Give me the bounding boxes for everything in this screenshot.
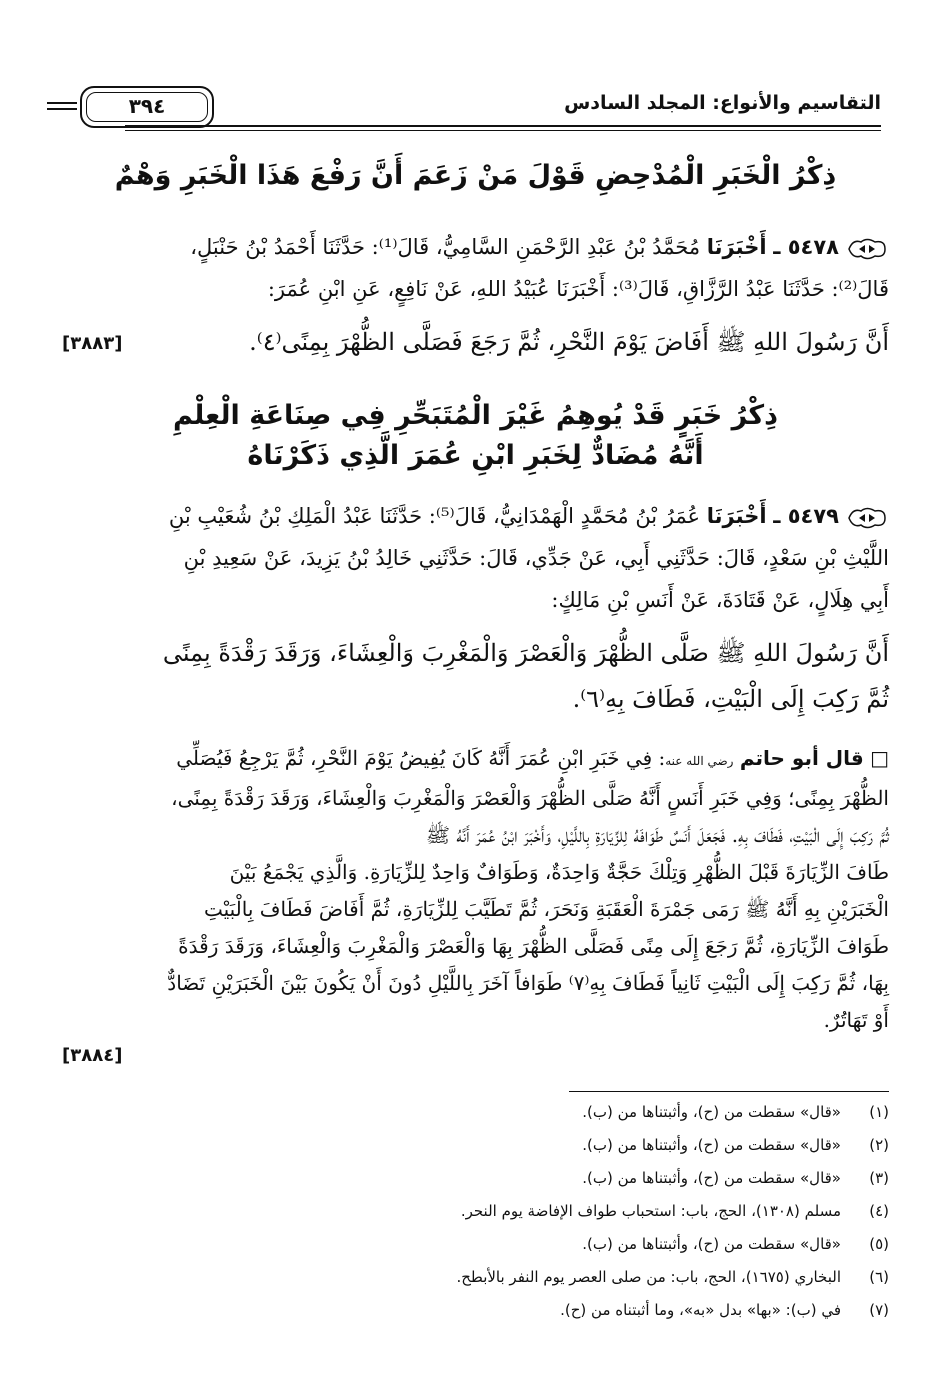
header-dash xyxy=(47,108,77,110)
section-heading: ذِكْرُ خَبَرٍ قَدْ يُوهِمُ غَيْرَ الْمُتَبَحِّرِ فِي صِنَاعَةِ الْعِلْمِ xyxy=(172,400,778,431)
footnote-text: في (ب): «بها» بدل «به»، وما أثبتناه من (ح). xyxy=(560,1301,841,1319)
commentary-line: بِهَا، ثُمَّ رَكِبَ إِلَى الْبَيْتِ ثَانِياً فَطَافَ بِهِ⁽٧⁾ طَوَافاً آخَرَ بِاللَّيْلِ دُونَ أَنْ يَكُونَ بَيْنَ الْخَبَرَيْنِ تَضَادٌّ xyxy=(167,971,889,995)
footnote-5 xyxy=(62,1235,889,1253)
isnad-line: قَالَ⁽²⁾: حَدَّثَنَا عَبْدُ الرَّزَّاقِ، قَالَ⁽³⁾: أَخْبَرَنَا عُبَيْدُ اللهِ، عَنْ نَافِعٍ، عَنِ ابْنِ عُمَرَ: xyxy=(267,277,889,301)
hadith-marker-icon xyxy=(845,505,889,531)
commentary-block xyxy=(62,740,889,1039)
isnad-line: أَبِي هِلَالٍ، عَنْ قَتَادَةَ، عَنْ أَنَسِ بْنِ مَالِكٍ: xyxy=(551,588,889,612)
hadith-number: ٥٤٧٨ ـ xyxy=(773,235,839,259)
commentary-speaker: قال أبو حاتم xyxy=(739,746,864,770)
footnote-text: مسلم (١٣٠٨)، الحج، باب: استحباب طواف الإفاضة يوم النحر. xyxy=(460,1202,841,1220)
page-number-frame xyxy=(80,86,214,128)
page-number: ٣٩٤ xyxy=(86,92,208,122)
hadith-matn: أَنَّ رَسُولَ اللهِ ﷺ أَفَاضَ يَوْمَ النَّحْرِ، ثُمَّ رَجَعَ فَصَلَّى الظُّهْرَ بِمِنًى⁽٤⁾. xyxy=(249,328,889,356)
matn-line: ثُمَّ رَكِبَ إِلَى الْبَيْتِ، فَطَافَ بِهِ⁽٦⁾. xyxy=(572,685,889,713)
hadith-isnad xyxy=(62,226,889,310)
page-header xyxy=(55,92,881,126)
hadith-lead: أَخْبَرَنَا xyxy=(706,504,767,528)
running-title: التقاسيم والأنواع: المجلد السادس xyxy=(564,92,881,114)
reference-number: [٣٨٨٤] xyxy=(62,1045,123,1066)
footnote-6 xyxy=(62,1268,889,1286)
footnote-number: (٣) xyxy=(869,1169,889,1187)
footnote-text: «قال» سقطت من (ح)، وأثبتناها من (ب). xyxy=(582,1136,841,1154)
commentary-line: طَافَ الزِّيَارَةَ قَبْلَ الظُّهْرِ وَتِلْكَ حَجَّةٌ وَاحِدَةٌ، وَطَوَافٌ وَاحِدٌ لِلزِّيَارَةِ. وَالَّذِي يَجْمَعُ بَيْنَ xyxy=(229,860,889,884)
hadith-marker-icon xyxy=(845,236,889,262)
footnote-text: «قال» سقطت من (ح)، وأثبتناها من (ب). xyxy=(582,1169,841,1187)
footnote-number: (٢) xyxy=(869,1136,889,1154)
commentary-text: : فِي خَبَرِ ابْنِ عُمَرَ أَنَّهُ كَانَ يُفِيضُ يَوْمَ النَّحْرِ، ثُمَّ يَرْجِعُ فَيُصَلِّي xyxy=(176,746,666,770)
footnote-text: «قال» سقطت من (ح)، وأثبتناها من (ب). xyxy=(582,1235,841,1253)
isnad-line xyxy=(62,495,889,537)
header-rule-thin xyxy=(125,130,881,131)
header-rule xyxy=(125,125,881,127)
isnad-text: مُحَمَّدُ بْنُ عَبْدِ الرَّحْمَنِ السَّامِيُّ، قَالَ⁽¹⁾: حَدَّثَنَا أَحْمَدُ بْنُ حَنْبَلٍ، xyxy=(190,235,701,259)
footnote-2 xyxy=(62,1136,889,1154)
commentary-line: الْخَبَرَيْنِ بِهِ أَنَّهُ ﷺ رَمَى جَمْرَةَ الْعَقَبَةِ وَنَحَرَ، ثُمَّ تَطَيَّبَ لِلزِّيَارَةِ، ثُمَّ أَفَاضَ فَطَافَ بِالْبَيْتِ xyxy=(203,897,889,921)
isnad-text: عُمَرُ بْنُ مُحَمَّدٍ الْهَمْدَانِيُّ، قَالَ⁽⁵⁾: حَدَّثَنَا عَبْدُ الْمَلِكِ بْنُ شُعَيْبِ بْنِ xyxy=(168,504,701,528)
honorific: رضي الله عنه xyxy=(665,754,734,768)
footnote-number: (٥) xyxy=(869,1235,889,1253)
commentary-line: طَوَافَ الزِّيَارَةِ، ثُمَّ رَجَعَ إِلَى مِنًى فَصَلَّى الظُّهْرَ بِهَا وَالْعَصْرَ وَالْمَغْرِبَ وَالْعِشَاءَ، وَرَقَدَ رَقْدَةً xyxy=(178,934,889,958)
isnad-line xyxy=(62,226,889,268)
header-dash xyxy=(47,102,77,104)
footnote-text: البخاري (١٦٧٥)، الحج، باب: من صلى العصر يوم النفر بالأبطح. xyxy=(456,1268,841,1286)
footnote-text: «قال» سقطت من (ح)، وأثبتناها من (ب). xyxy=(582,1103,841,1121)
section-heading: أَنَّهُ مُضَادٌّ لِخَبَرِ ابْنِ عُمَرَ الَّذِي ذَكَرْنَاهُ xyxy=(247,440,704,471)
footnote-number: (٧) xyxy=(869,1301,889,1319)
footnote-number: (٦) xyxy=(869,1268,889,1286)
hadith-matn xyxy=(62,630,889,722)
hadith-isnad xyxy=(62,495,889,621)
commentary-marker: □ xyxy=(870,746,889,770)
commentary-line: أَوْ تَهَاتُرٌ. xyxy=(823,1008,889,1032)
matn-line: أَنَّ رَسُولَ اللهِ ﷺ صَلَّى الظُّهْرَ وَالْعَصْرَ وَالْمَغْرِبَ وَالْعِشَاءَ، وَرَقَدَ رَقْدَةً بِمِنًى xyxy=(162,639,889,667)
hadith-number: ٥٤٧٩ ـ xyxy=(773,504,839,528)
reference-number: [٣٨٨٣] xyxy=(62,333,123,354)
footnote-1 xyxy=(62,1103,889,1121)
footnote-rule xyxy=(569,1091,889,1092)
commentary-line: ثُمَّ رَكِبَ إِلَى الْبَيْتِ، فَطَافَ بِهِ. فَجَعَلَ أَنَسٌ طَوَافَهُ لِلزِّيَارَةِ بِاللَّيْلِ، وَأَخْبَرَ ابْنُ عُمَرَ أَنَّهُ ﷺ xyxy=(425,823,889,847)
commentary-line: الظُّهْرَ بِمِنًى؛ وَفِي خَبَرِ أَنَسٍ أَنَّهُ صَلَّى الظُّهْرَ وَالْعَصْرَ وَالْمَغْرِبَ وَالْعِشَاءَ، وَرَقَدَ رَقْدَةً بِمِنًى، xyxy=(171,786,889,810)
footnote-4 xyxy=(62,1202,889,1220)
isnad-line: اللَّيْثِ بْنِ سَعْدٍ، قَالَ: حَدَّثَنِي أَبِي، عَنْ جَدِّي، قَالَ: حَدَّثَنِي خَالِدُ بْنُ يَزِيدَ، عَنْ سَعِيدِ بْنِ xyxy=(183,546,889,570)
footnote-3 xyxy=(62,1169,889,1187)
footnote-number: (٤) xyxy=(869,1202,889,1220)
section-heading: ذِكْرُ الْخَبَرِ الْمُدْحِضِ قَوْلَ مَنْ زَعَمَ أَنَّ رَفْعَ هَذَا الْخَبَرِ وَهْمٌ xyxy=(114,160,837,191)
hadith-lead: أَخْبَرَنَا xyxy=(706,235,767,259)
footnote-number: (١) xyxy=(869,1103,889,1121)
footnote-7 xyxy=(62,1301,889,1319)
commentary-line xyxy=(62,740,889,780)
